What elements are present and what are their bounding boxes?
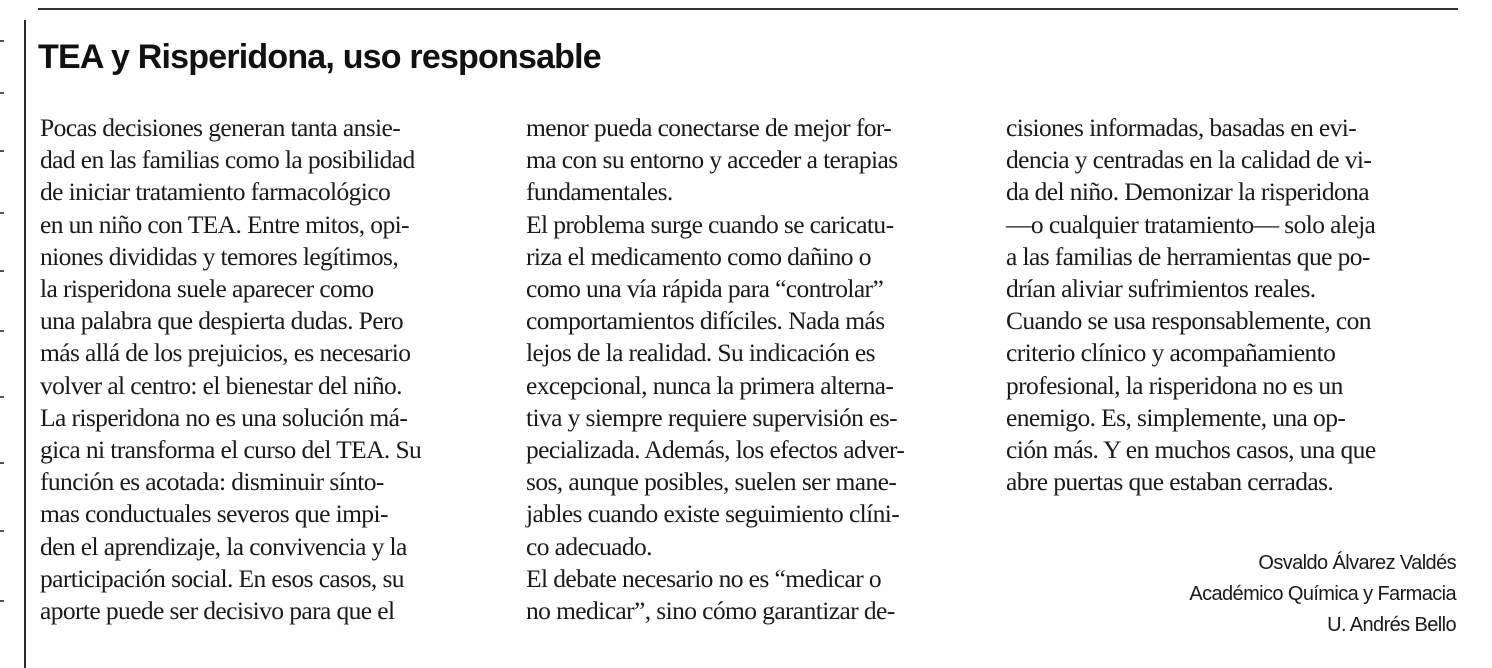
text-line: co adecuado.: [526, 531, 652, 561]
text-line: como una vía rápida para “controlar”: [526, 274, 884, 304]
text-line: una palabra que despierta dudas. Pero: [40, 306, 403, 336]
text-line: abre puertas que estaban cerradas.: [1006, 467, 1334, 497]
text-line: riza el medicamento como dañino o: [526, 241, 871, 271]
text-line: más allá de los prejuicios, es necesario: [40, 338, 411, 368]
text-line: volver al centro: el bienestar del niño.: [40, 370, 402, 400]
text-line: da del niño. Demonizar la risperidona: [1006, 177, 1370, 207]
author-byline: [1189, 548, 1456, 641]
text-line: la risperidona suele aparecer como: [40, 274, 374, 304]
text-line: función es acotada: disminuir sínto-: [40, 467, 384, 497]
text-line: aporte puede ser decisivo para que el: [40, 596, 395, 626]
text-line: excepcional, nunca la primera alterna-: [526, 370, 894, 400]
text-line: Pocas decisiones generan tanta ansie-: [40, 113, 401, 142]
article-column-1: [40, 112, 421, 627]
author-institution: U. Andrés Bello: [1327, 614, 1456, 636]
article-title: TEA y Risperidona, uso responsable: [38, 38, 601, 76]
text-line: sos, aunque posibles, suelen ser mane-: [526, 467, 897, 497]
text-line: tiva y siempre requiere supervisión es-: [526, 402, 898, 432]
text-line: a las familias de herramientas que po-: [1006, 241, 1370, 271]
author-role: Académico Química y Farmacia: [1189, 583, 1456, 605]
top-rule: [38, 8, 1458, 10]
text-line: criterio clínico y acompañamiento: [1006, 338, 1336, 368]
text-line: profesional, la risperidona no es un: [1006, 370, 1343, 400]
text-line: cisiones informadas, basadas en evi-: [1006, 113, 1357, 142]
text-line: ma con su entorno y acceder a terapias: [526, 145, 898, 175]
text-line: La risperidona no es una solución má-: [40, 402, 408, 432]
text-line: Cuando se usa responsablemente, con: [1006, 306, 1371, 336]
text-line: de iniciar tratamiento farmacológico: [40, 177, 391, 207]
text-line: comportamientos difíciles. Nada más: [526, 306, 885, 336]
text-line: menor pueda conectarse de mejor for-: [526, 113, 892, 142]
text-line: dad en las familias como la posibilidad: [40, 145, 415, 175]
author-name: Osvaldo Álvarez Valdés: [1258, 552, 1456, 574]
text-line: ción más. Y en muchos casos, una que: [1006, 435, 1376, 465]
text-line: dencia y centradas en la calidad de vi-: [1006, 145, 1372, 175]
text-line: El problema surge cuando se caricatu-: [526, 209, 894, 239]
text-line: enemigo. Es, simplemente, una op-: [1006, 402, 1346, 432]
text-line: pecializada. Además, los efectos adver-: [526, 435, 905, 465]
text-line: drían aliviar sufrimientos reales.: [1006, 274, 1316, 304]
text-line: niones divididas y temores legítimos,: [40, 241, 399, 271]
text-line: mas conductuales severos que impi-: [40, 499, 388, 529]
text-line: —o cualquier tratamiento— solo aleja: [1006, 209, 1376, 239]
article-column-2: [526, 112, 904, 627]
column-divider-rule: [24, 20, 26, 668]
text-line: participación social. En esos casos, su: [40, 563, 404, 593]
text-line: jables cuando existe seguimiento clíni-: [526, 499, 900, 529]
text-line: en un niño con TEA. Entre mitos, opi-: [40, 209, 409, 239]
text-line: den el aprendizaje, la convivencia y la: [40, 531, 407, 561]
left-margin-marks: [0, 0, 10, 668]
text-line: lejos de la realidad. Su indicación es: [526, 338, 875, 368]
text-line: no medicar”, sino cómo garantizar de-: [526, 596, 895, 626]
text-line: gica ni transforma el curso del TEA. Su: [40, 435, 422, 465]
text-line: El debate necesario no es “medicar o: [526, 563, 882, 593]
article-column-3: [1006, 112, 1376, 498]
text-line: fundamentales.: [526, 177, 673, 207]
